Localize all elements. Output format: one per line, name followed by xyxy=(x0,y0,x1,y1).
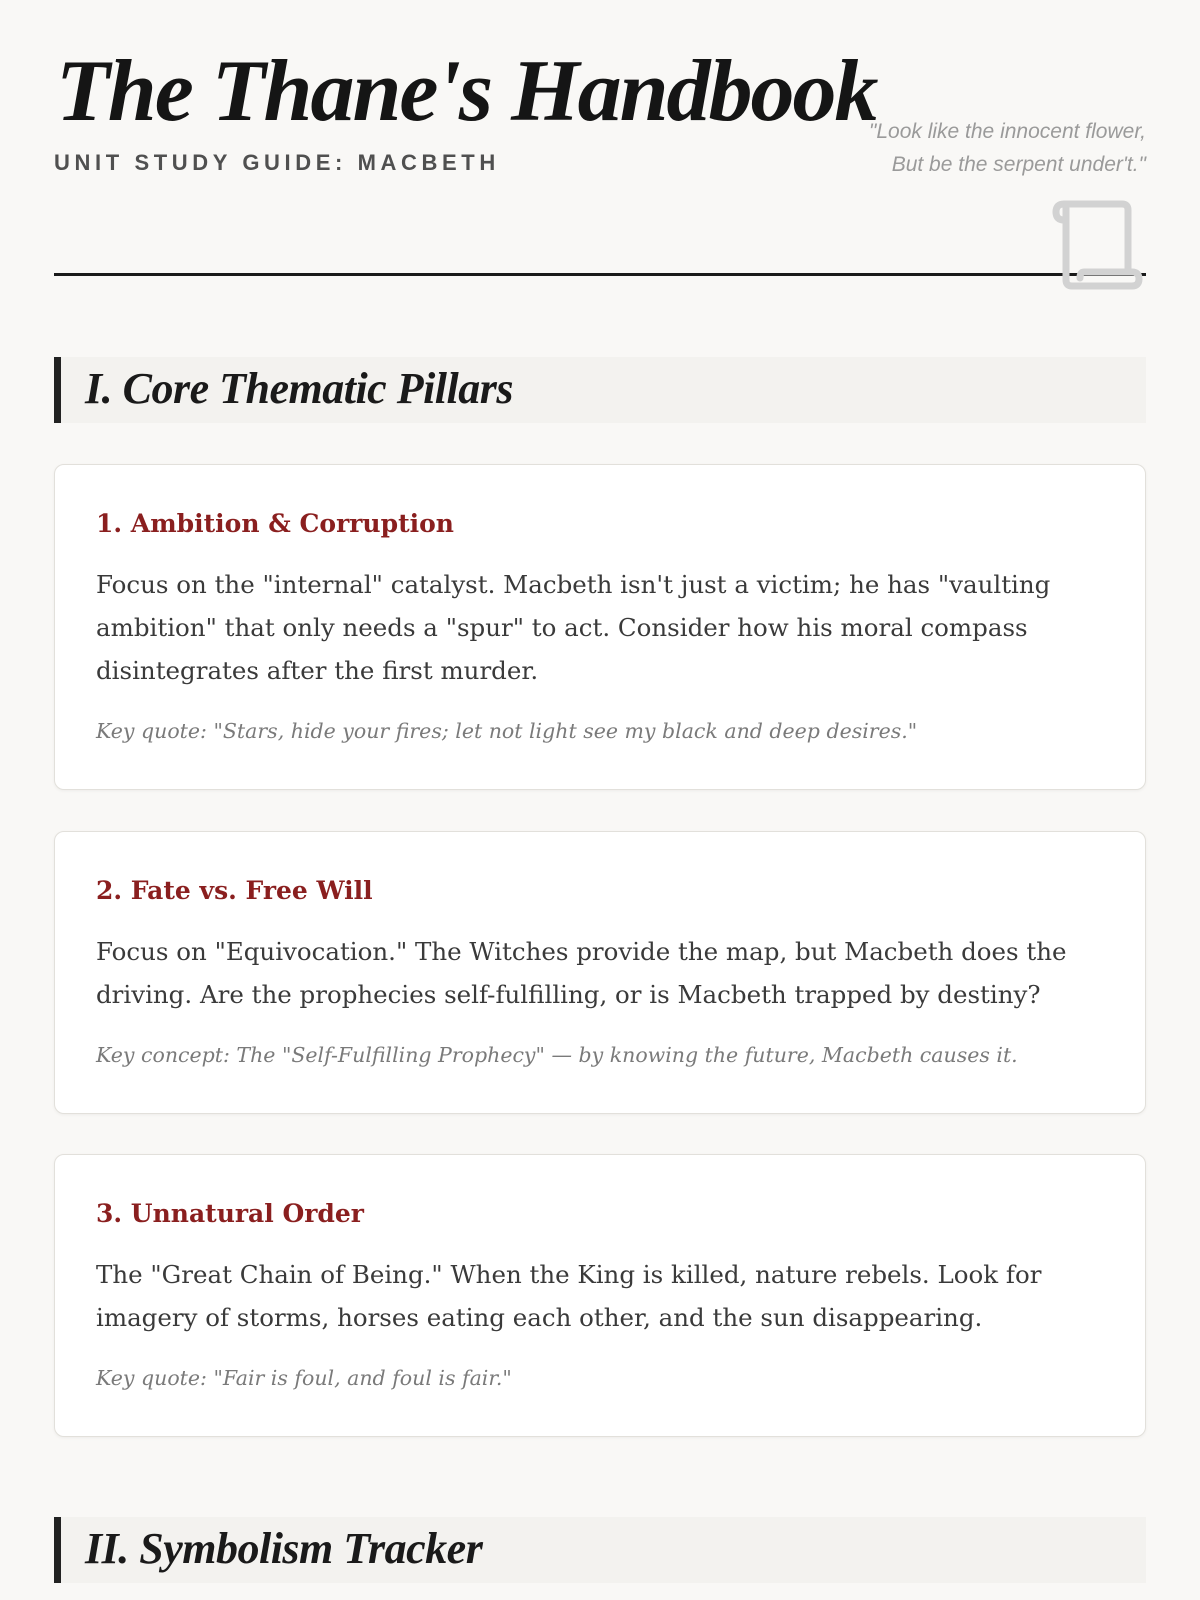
theme-card-note: Key quote: "Stars, hide your fires; let not light see my black and deep desires." xyxy=(96,719,918,743)
epigraph-line-2: But be the serpent under't." xyxy=(891,153,1146,176)
epigraph-quote xyxy=(869,115,1146,181)
section-title: II. Symbolism Tracker xyxy=(85,1524,483,1573)
theme-card-body: Focus on "Equivocation." The Witches provide the map, but Macbeth does the driving. Are the prophecies self-fulfilling, or is Macbeth trapped by destiny? xyxy=(96,937,1067,1009)
page-title: The Thane's Handbook xyxy=(56,43,877,140)
page-subtitle: UNIT STUDY GUIDE: MACBETH xyxy=(54,150,500,175)
theme-card-fate xyxy=(54,831,1146,1114)
page-header xyxy=(54,0,1146,276)
scroll-icon xyxy=(1044,200,1144,292)
theme-card-ambition xyxy=(54,464,1146,790)
theme-card-title: 3. Unnatural Order xyxy=(96,1199,364,1228)
epigraph-line-1: "Look like the innocent flower, xyxy=(868,120,1146,143)
theme-card-body: Focus on the "internal" catalyst. Macbeth isn't just a victim; he has "vaulting ambition" that only needs a "spur" to act. Consider how his moral compass disintegrates after the first murder. xyxy=(96,570,1051,685)
section-heading-core-themes xyxy=(54,357,1146,423)
theme-card-note: Key quote: "Fair is foul, and foul is fair." xyxy=(96,1366,512,1390)
theme-card-body: The "Great Chain of Being." When the King is killed, nature rebels. Look for imagery of storms, horses eating each other, and the sun disappearing. xyxy=(96,1260,1042,1332)
theme-card-title: 1. Ambition & Corruption xyxy=(96,509,454,538)
section-title: I. Core Thematic Pillars xyxy=(85,364,513,413)
theme-card-title: 2. Fate vs. Free Will xyxy=(96,876,373,905)
section-heading-symbolism xyxy=(54,1517,1146,1583)
theme-card-order xyxy=(54,1154,1146,1437)
theme-card-note: Key concept: The "Self-Fulfilling Prophecy" — by knowing the future, Macbeth causes it. xyxy=(96,1043,1018,1067)
